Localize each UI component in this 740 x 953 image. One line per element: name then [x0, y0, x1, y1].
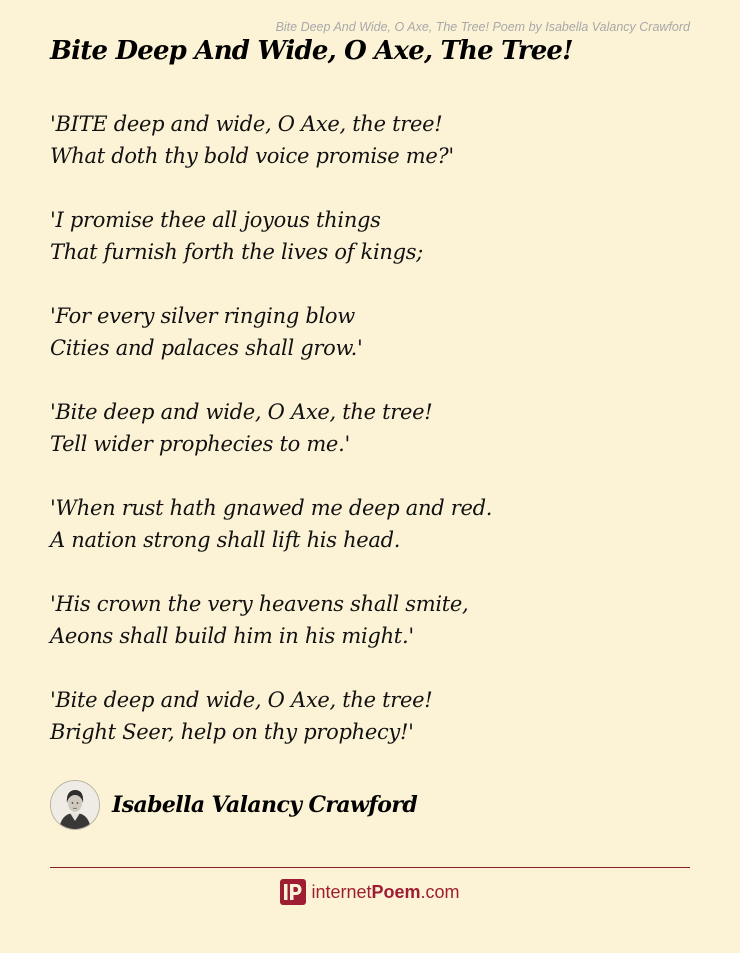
ip-logo-icon	[280, 879, 306, 905]
header-meta[interactable]: Bite Deep And Wide, O Axe, The Tree! Poem by Isabella Valancy Crawford	[275, 20, 690, 34]
poem-line: What doth thy bold voice promise me?'	[50, 144, 454, 168]
poem-line: 'I promise thee all joyous things	[50, 208, 381, 232]
poem-line: 'His crown the very heavens shall smite,	[50, 592, 469, 616]
poem-line: 'Bite deep and wide, O Axe, the tree!	[50, 688, 433, 712]
author-avatar[interactable]	[50, 780, 100, 830]
poem-line: A nation strong shall lift his head.	[50, 528, 401, 552]
poem-line: 'For every silver ringing blow	[50, 304, 355, 328]
stanza	[50, 684, 690, 748]
author-portrait-icon	[51, 781, 99, 829]
stanza	[50, 588, 690, 652]
poem-title: Bite Deep And Wide, O Axe, The Tree!	[50, 36, 573, 66]
stanza	[50, 300, 690, 364]
poem-line: Tell wider prophecies to me.'	[50, 432, 350, 456]
poem-line: 'BITE deep and wide, O Axe, the tree!	[50, 112, 443, 136]
poem-line: Aeons shall build him in his might.'	[50, 624, 414, 648]
poem-line: Cities and palaces shall grow.'	[50, 336, 363, 360]
stanza	[50, 204, 690, 268]
logo-text-internet: internet	[311, 881, 372, 902]
author-name[interactable]: Isabella Valancy Crawford	[112, 792, 418, 818]
poem-line: Bright Seer, help on thy prophecy!'	[50, 720, 414, 744]
poem-line: 'Bite deep and wide, O Axe, the tree!	[50, 400, 433, 424]
footer-logo[interactable]	[0, 879, 740, 905]
poem-line: That furnish forth the lives of kings;	[50, 240, 424, 264]
author-row[interactable]	[50, 780, 417, 830]
footer-divider	[50, 867, 690, 868]
poem-body	[50, 108, 690, 780]
poem-line: 'When rust hath gnawed me deep and red.	[50, 496, 493, 520]
logo-text-domain: .com	[420, 881, 460, 902]
stanza	[50, 108, 690, 172]
logo-text	[311, 882, 459, 903]
stanza	[50, 492, 690, 556]
stanza	[50, 396, 690, 460]
logo-text-poem: Poem	[371, 881, 421, 902]
